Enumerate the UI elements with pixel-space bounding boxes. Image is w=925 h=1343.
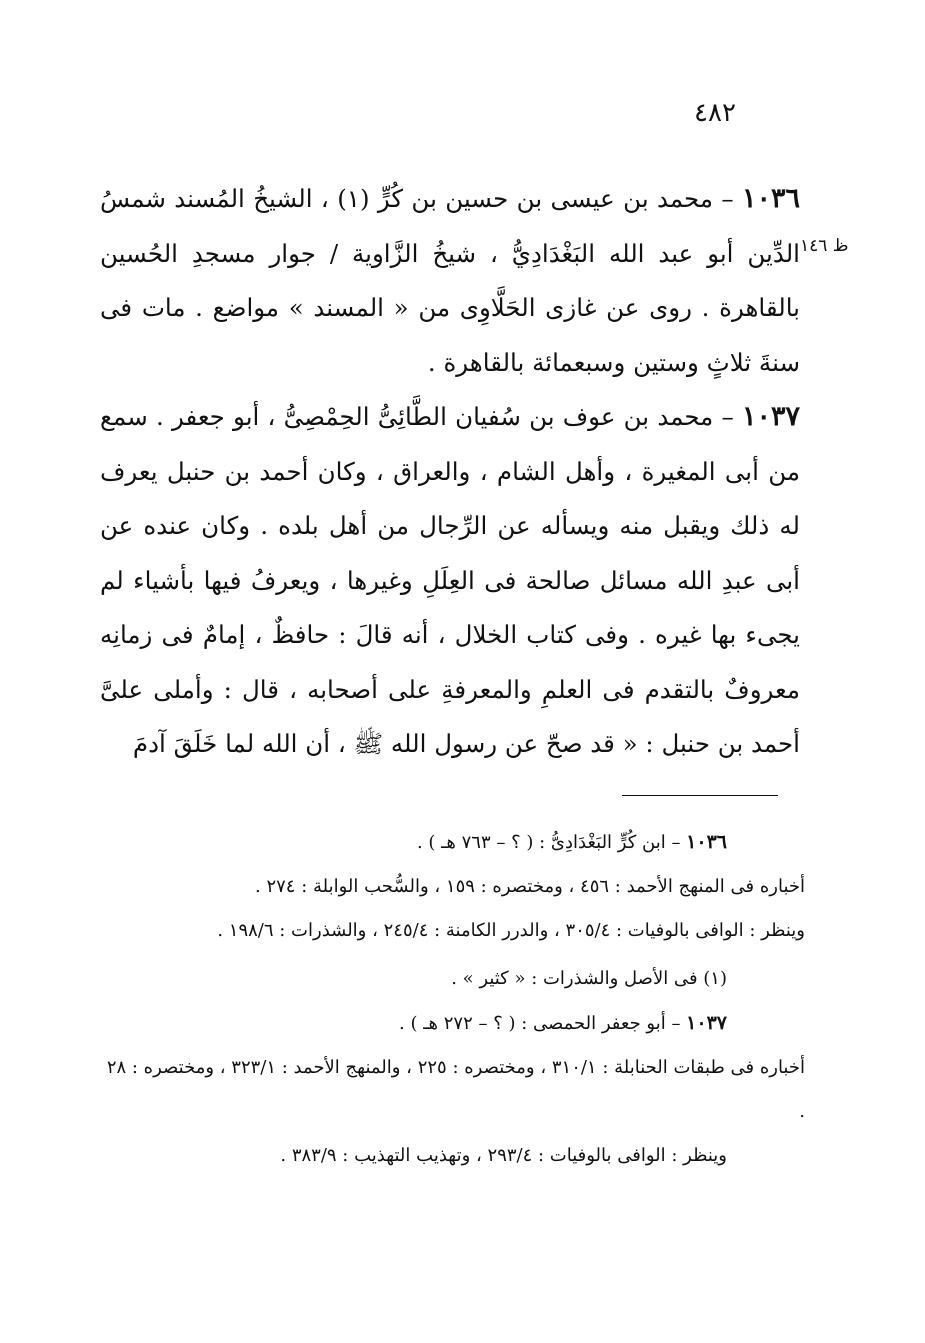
footnotes bbox=[105, 820, 805, 1178]
footnote-1: (١) فى الأصل والشذرات : « كثير » . bbox=[451, 968, 727, 989]
note-1037-sources: أخباره فى طبقات الحنابلة : ٣١٠/١ ، ومختصره : ٢٢٥ ، والمنهج الأحمد : ٣٢٣/١ ، ومختصره : ٢٨ . bbox=[106, 1057, 805, 1122]
note-number: ١٠٣٧ bbox=[686, 1012, 727, 1034]
footnote-divider bbox=[622, 795, 778, 796]
margin-folio-note: ظ ١٤٦ bbox=[800, 236, 849, 256]
entry-text: – محمد بن عوف بن سُفيان الطَّائِىُّ الحِمْصِىُّ ، أبو جعفر . سمع من أبى المغيرة ، وأهل الشام ، والعراق ، وكان أحمد بن حنبل يعرف له ذلك ويقبل منه ويسأله عن الرِّجال من أهل بلده . وكان عنده عن أبى عبدِ الله مسائل صالحة فى العِلَلِ وغيرها ، ويعرفُ فيها بأشياء لم يجىء بها غيره . وفى كتاب الخلال ، أنه قالَ : حافظٌ ، إمامٌ فى زمانِه معروفٌ بالتقدم فى العلمِ والمعرفةِ على أصحابه ، قال : وأملى علىَّ أحمد بن حنبل : « قد صحّ عن رسول الله ﷺ ، أن الله لما خَلَقَ آدمَ bbox=[100, 402, 800, 758]
note-number: ١٠٣٦ bbox=[686, 831, 727, 853]
entry-number: ١٠٣٦ bbox=[741, 183, 800, 214]
note-1036-references: وينظر : الوافى بالوفيات : ٣٠٥/٤ ، والدرر الكامنة : ٢٤٥/٤ ، والشذرات : ١٩٨/٦ . bbox=[217, 920, 805, 941]
note-1037-references: وينظر : الوافى بالوفيات : ٢٩٣/٤ ، وتهذيب التهذيب : ٣٨٣/٩ . bbox=[280, 1145, 727, 1166]
main-text bbox=[100, 172, 800, 772]
page-number: ٤٨٢ bbox=[694, 98, 736, 128]
entry-number: ١٠٣٧ bbox=[741, 401, 800, 432]
entry-1036 bbox=[100, 172, 800, 390]
note-title-text: – أبو جعفر الحمصى : ( ؟ – ٢٧٢ هـ ) . bbox=[399, 1013, 687, 1034]
note-1036-sources: أخباره فى المنهج الأحمد : ٤٥٦ ، ومختصره : ١٥٩ ، والسُّحب الوابلة : ٢٧٤ . bbox=[255, 876, 805, 897]
note-1036-title bbox=[105, 820, 805, 865]
entry-text: – محمد بن عيسى بن حسين بن كُرٍّ (١) ، الشيخُ المُسند شمسُ الدِّين أبو عبد الله البَغْدَادِيُّ ، شيخُ الزَّاوية / جوار مسجدِ الحُسين بالقاهرة . روى عن غازى الحَلَّاوِى من « المسند » مواضع . مات فى سنةَ ثلاثٍ وستين وسبعمائة بالقاهرة . bbox=[100, 184, 800, 377]
note-title-text: – ابن كُرٍّ البَغْدَادِىُّ : ( ؟ – ٧٦٣ هـ ) . bbox=[416, 832, 687, 853]
note-1037-title bbox=[105, 1001, 805, 1046]
entry-1037 bbox=[100, 390, 800, 772]
